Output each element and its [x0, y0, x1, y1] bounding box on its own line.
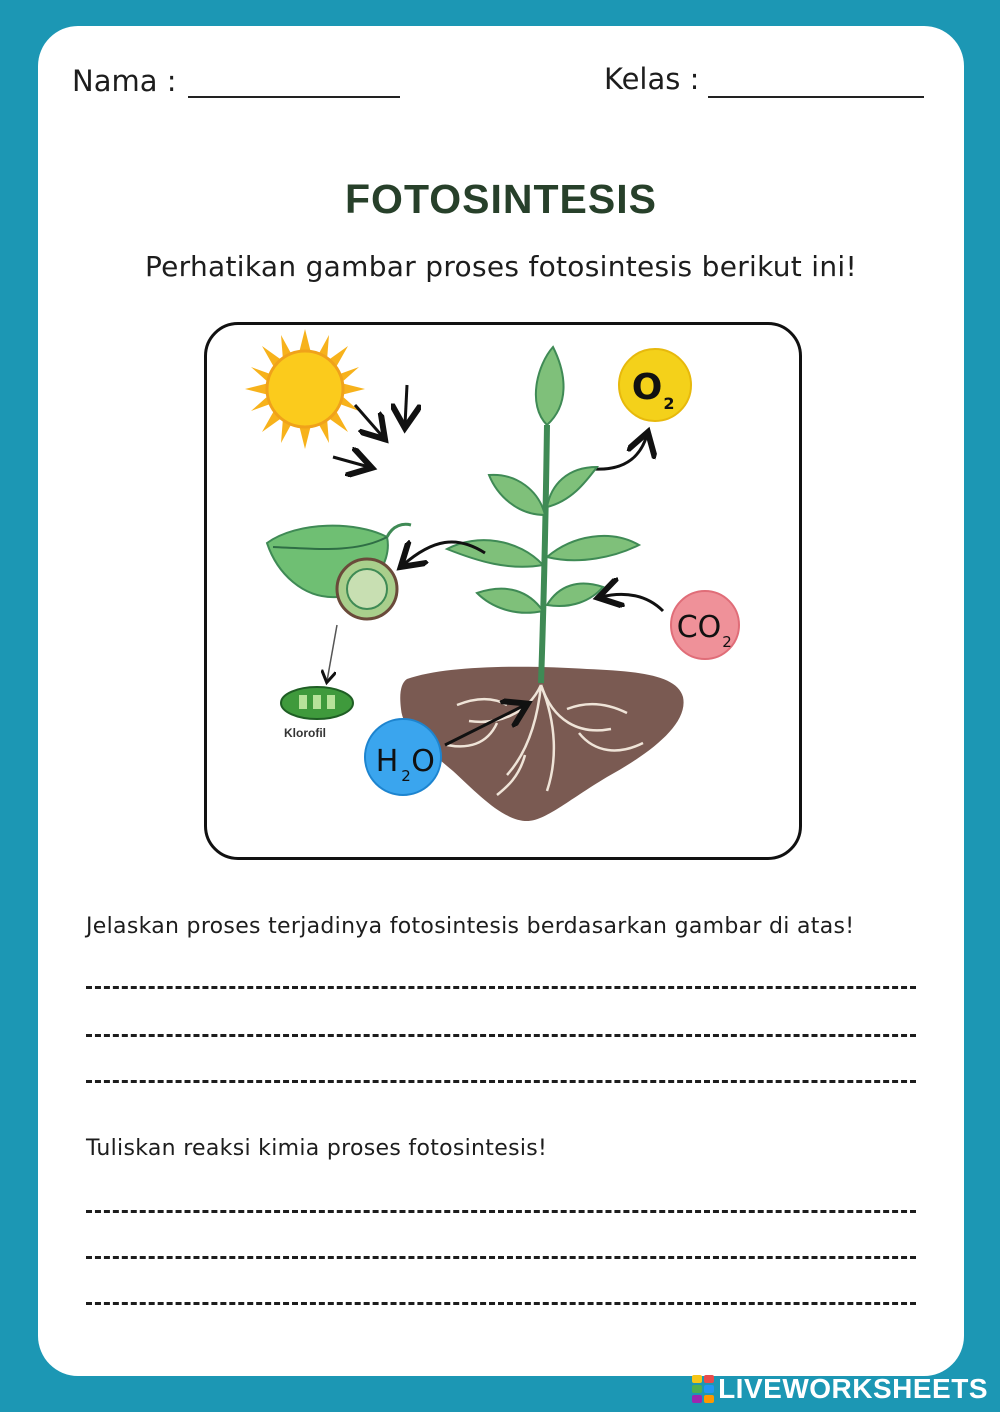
answer-line-3[interactable] [86, 1080, 916, 1083]
carbon-dioxide-arrow [601, 594, 663, 611]
klorofil-label: Klorofil [284, 726, 326, 740]
instruction-text: Perhatikan gambar proses fotosintesis berikut ini! [144, 250, 858, 283]
page-title: FOTOSINTESIS [345, 176, 657, 222]
answer-line-2[interactable] [86, 1034, 916, 1037]
class-label: Kelas : [604, 62, 700, 96]
o2-subscript: 2 [663, 394, 675, 413]
chloroplast-arrow [327, 625, 337, 681]
question-1: Jelaskan proses terjadinya fotosintesis berdasarkan gambar di atas! [86, 914, 855, 939]
name-input-line[interactable] [188, 96, 400, 98]
liveworksheets-brand[interactable] [692, 1372, 988, 1406]
o2-label: O [631, 367, 663, 408]
sun-icon [245, 329, 365, 449]
worksheet-page [38, 26, 964, 1376]
leaf-detail-icon [267, 524, 411, 619]
oxygen-bubble [619, 349, 691, 421]
co2-subscript: 2 [722, 633, 732, 651]
carbon-dioxide-bubble [671, 591, 739, 659]
stem-icon [541, 425, 547, 683]
h2o-o-label: O [411, 744, 435, 779]
answer-line-6[interactable] [86, 1302, 916, 1305]
h2o-h-label: H [375, 744, 399, 779]
co2-label: CO [676, 610, 722, 645]
question-2: Tuliskan reaksi kimia proses fotosintesis! [86, 1136, 548, 1161]
brand-text: LIVEWORKSHEETS [718, 1373, 988, 1404]
class-input-line[interactable] [708, 96, 924, 98]
h2o-subscript: 2 [401, 767, 411, 785]
answer-line-1[interactable] [86, 986, 916, 989]
water-bubble [365, 719, 441, 795]
liveworksheets-logo-icon [692, 1375, 714, 1403]
chloroplast-icon [281, 687, 353, 719]
photosynthesis-diagram [204, 322, 802, 860]
answer-line-5[interactable] [86, 1256, 916, 1259]
name-label: Nama : [72, 64, 177, 98]
answer-line-4[interactable] [86, 1210, 916, 1213]
oxygen-arrow [593, 435, 647, 469]
